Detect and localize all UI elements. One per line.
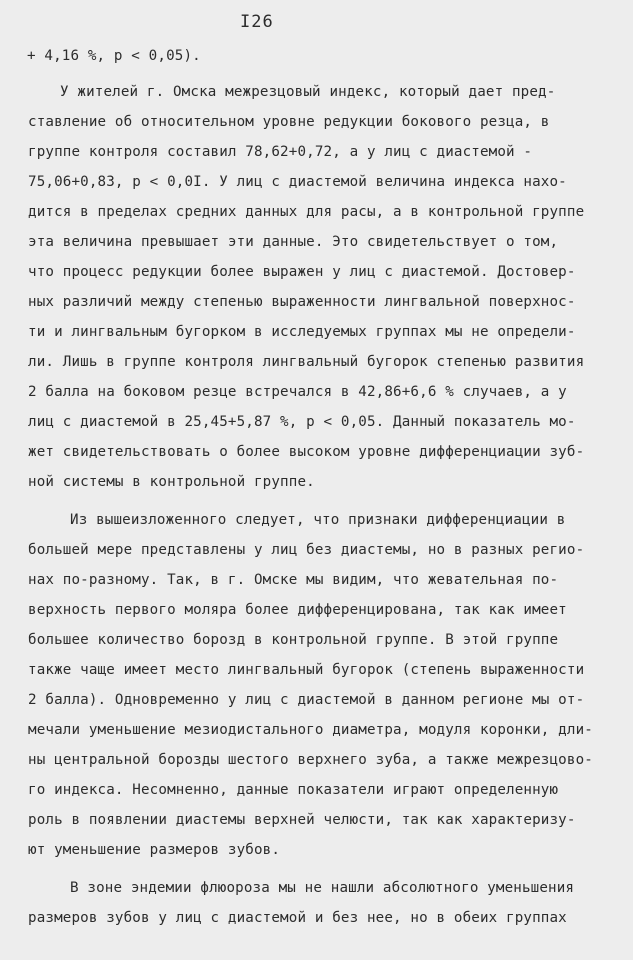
text-line: ных различий между степенью выраженности лингвальной поверхнос- — [28, 294, 576, 310]
text-line: жет свидетельствовать о более высоком уровне дифференциации зуб- — [28, 444, 585, 460]
text-line: Из вышеизложенного следует, что признаки дифференциации в — [70, 512, 566, 528]
text-line: мечали уменьшение мезиодистального диаметра, модуля коронки, дли- — [28, 722, 593, 738]
text-line: размеров зубов у лиц с диастемой и без нее, но в обеих группах — [28, 910, 567, 926]
text-line: + 4,16 %, p < 0,05). — [27, 48, 201, 64]
text-line: верхность первого моляра более дифференцирована, так как имеет — [28, 602, 567, 618]
text-line: ти и лингвальным бугорком в исследуемых группах мы не определи- — [28, 324, 576, 340]
text-line: У жителей г. Омска межрезцовый индекс, который дает пред- — [60, 84, 556, 100]
text-line: лиц с диастемой в 25,45+5,87 %, p < 0,05. Данный показатель мо- — [28, 414, 576, 430]
text-line: дится в пределах средних данных для расы, а в контрольной группе — [28, 204, 585, 220]
text-line: В зоне эндемии флюороза мы не нашли абсолютного уменьшения — [70, 880, 575, 896]
text-line: ют уменьшение размеров зубов. — [28, 842, 281, 858]
page-number: I26 — [240, 12, 274, 32]
text-line: ны центральной борозды шестого верхнего зуба, а также межрезцово- — [28, 752, 593, 768]
text-line: 2 балла на боковом резце встречался в 42,86+6,6 % случаев, а у — [28, 384, 567, 400]
text-line: большее количество борозд в контрольной группе. В этой группе — [28, 632, 559, 648]
text-line: ной системы в контрольной группе. — [28, 474, 315, 490]
text-line: также чаще имеет место лингвальный бугорок (степень выраженности — [28, 662, 585, 678]
text-line: 2 балла). Одновременно у лиц с диастемой в данном регионе мы от- — [28, 692, 585, 708]
text-line: группе контроля составил 78,62+0,72, а у лиц с диастемой - — [28, 144, 533, 160]
text-line: большей мере представлены у лиц без диастемы, но в разных регио- — [28, 542, 585, 558]
text-line: 75,06+0,83, p < 0,0I. У лиц с диастемой величина индекса нахо- — [28, 174, 567, 190]
text-line: нах по-разному. Так, в г. Омске мы видим, что жевательная по- — [28, 572, 559, 588]
text-line: эта величина превышает эти данные. Это свидетельствует о том, — [28, 234, 559, 250]
text-line: ставление об относительном уровне редукции бокового резца, в — [28, 114, 550, 130]
text-line: ли. Лишь в группе контроля лингвальный бугорок степенью развития — [28, 354, 585, 370]
text-line: что процесс редукции более выражен у лиц с диастемой. Достовер- — [28, 264, 576, 280]
text-line: го индекса. Несомненно, данные показатели играют определенную — [28, 782, 559, 798]
text-line: роль в появлении диастемы верхней челюсти, так как характеризу- — [28, 812, 576, 828]
